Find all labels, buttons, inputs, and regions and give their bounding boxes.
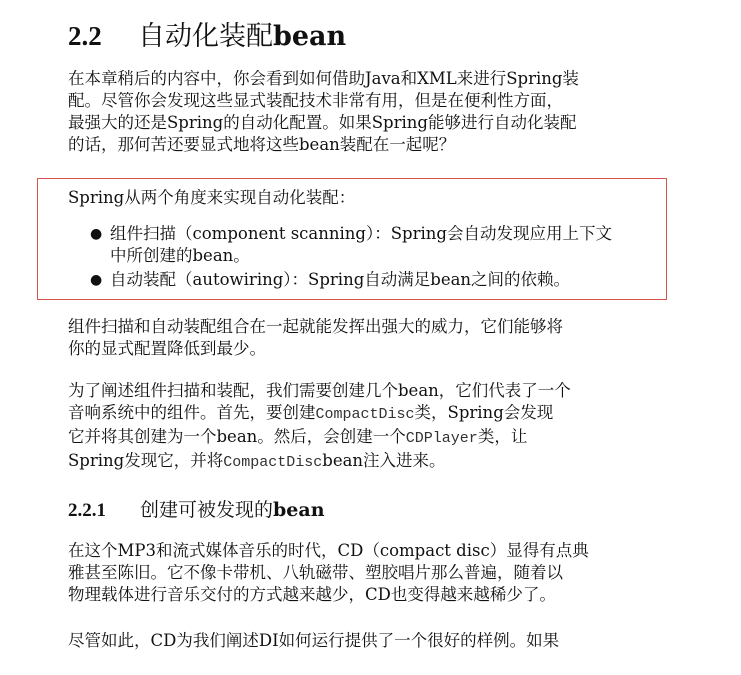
explain-line: [68, 426, 678, 450]
cd-paragraph: [68, 540, 678, 606]
subsection-title-bold: bean: [273, 499, 325, 521]
explain-text: 类，让: [477, 427, 528, 446]
section-title-prefix: 自动化装配: [138, 21, 273, 52]
tip-item-line: 中所创建的bean。: [110, 246, 250, 265]
tip-list: [88, 223, 612, 293]
combine-line: 你的显式配置降低到最少。: [68, 339, 266, 358]
explain-text: bean注入进来。: [322, 451, 446, 470]
intro-line: 配。尽管你会发现这些显式装配技术非常有用，但是在便利性方面，: [68, 91, 563, 110]
last-paragraph: [68, 630, 678, 652]
subsection-heading: [68, 496, 325, 525]
code-compactdisc: CompactDisc: [315, 406, 415, 423]
tip-box: [37, 178, 667, 300]
subsection-title-prefix: 创建可被发现的: [140, 499, 274, 521]
tip-list-item: [88, 269, 612, 291]
intro-paragraph: [68, 68, 678, 156]
explain-line: [68, 402, 678, 426]
cd-line: 物理载体进行音乐交付的方式越来越少，CD也变得越来越稀少了。: [68, 585, 556, 604]
cd-line: 在这个MP3和流式媒体音乐的时代，CD（compact disc）显得有点典: [68, 541, 589, 560]
tip-item-line: 自动装配（autowiring）：Spring自动满足bean之间的依赖。: [110, 270, 571, 289]
cd-line: 雅甚至陈旧。它不像卡带机、八轨磁带、塑胶唱片那么普遍，随着以: [68, 563, 563, 582]
tip-list-item: [88, 223, 612, 267]
tip-item-line: 组件扫描（component scanning）：Spring会自动发现应用上下文: [110, 224, 612, 243]
explain-text: 类，Spring会发现: [414, 403, 554, 422]
section-heading: [68, 16, 346, 56]
code-cdplayer: CDPlayer: [405, 430, 478, 447]
combine-line: 组件扫描和自动装配组合在一起就能发挥出强大的威力，它们能够将: [68, 317, 563, 336]
bullet-icon: ●: [90, 226, 103, 242]
explain-text: 它并将其创建为一个bean。然后，会创建一个: [68, 427, 406, 446]
intro-line: 在本章稍后的内容中，你会看到如何借助Java和XML来进行Spring装: [68, 69, 579, 88]
section-title-bold: bean: [273, 21, 347, 52]
code-compactdisc: CompactDisc: [223, 454, 323, 471]
bullet-icon: ●: [90, 272, 103, 288]
intro-line: 最强大的还是Spring的自动化配置。如果Spring能够进行自动化装配: [68, 113, 577, 132]
section-number: 2.2: [68, 21, 102, 51]
combine-paragraph: [68, 316, 678, 360]
explain-text: Spring发现它，并将: [68, 451, 224, 470]
explain-paragraph: [68, 380, 678, 474]
explain-text: 音响系统中的组件。首先，要创建: [68, 403, 316, 422]
explain-line: 为了阐述组件扫描和装配，我们需要创建几个bean，它们代表了一个: [68, 381, 571, 400]
tip-intro: Spring从两个角度来实现自动化装配：: [68, 188, 356, 207]
intro-line: 的话，那何苦还要显式地将这些bean装配在一起呢？: [68, 135, 456, 154]
explain-line: [68, 450, 678, 474]
last-line: 尽管如此，CD为我们阐述DI如何运行提供了一个很好的样例。如果: [68, 631, 560, 650]
subsection-number: 2.2.1: [68, 500, 106, 521]
